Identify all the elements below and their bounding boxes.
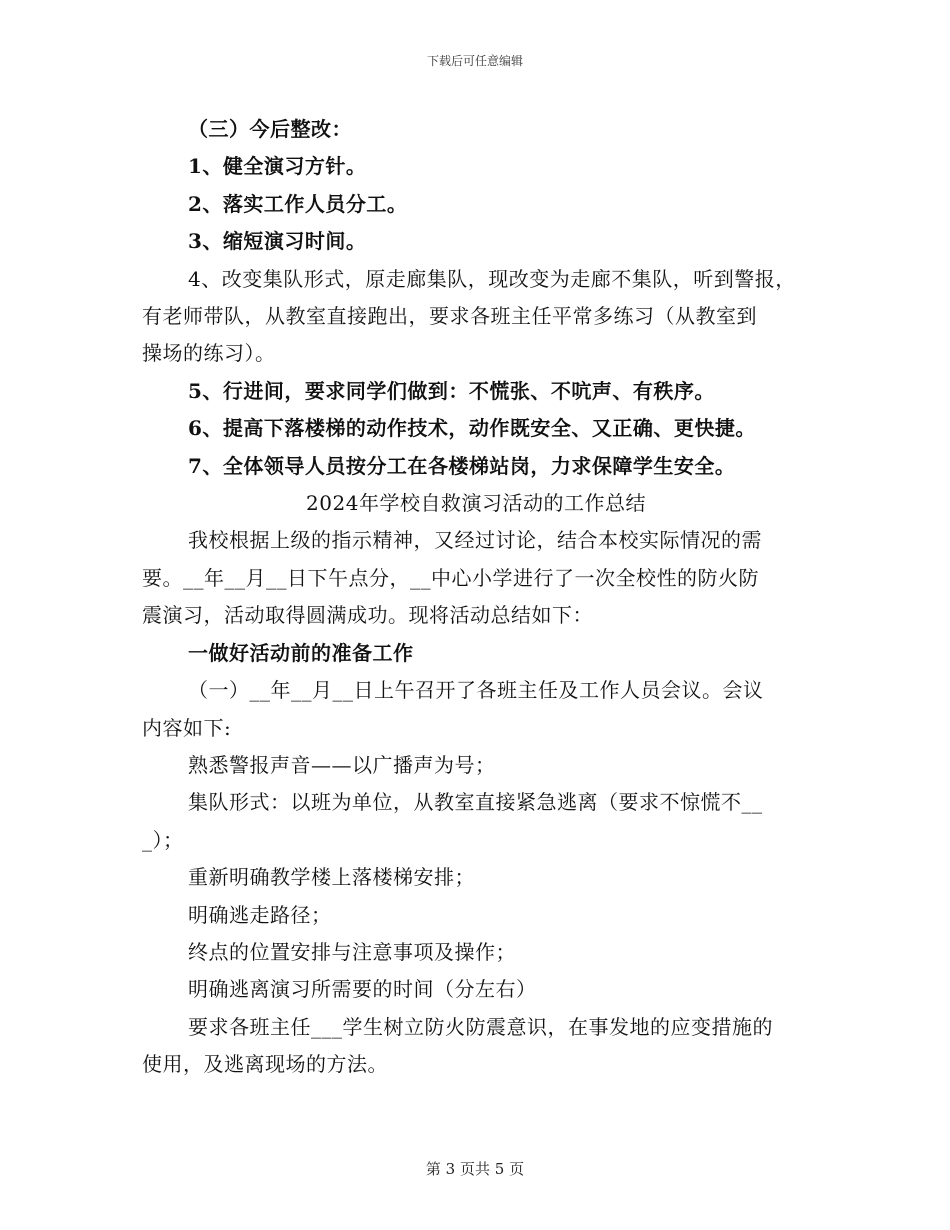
text-line: 明确逃走路径； bbox=[188, 902, 332, 927]
text-line: 2、落实工作人员分工。 bbox=[188, 191, 408, 216]
page-header: 下载后可任意编辑 bbox=[426, 54, 523, 68]
page-footer: 第 3 页共 5 页 bbox=[425, 1160, 525, 1178]
text-line: 明确逃离演习所需要的时间（分左右） bbox=[188, 977, 537, 1002]
text-line: 要。__年__月__日下午点分，__中心小学进行了一次全校性的防火防 bbox=[142, 565, 759, 590]
text-line: 使用，及逃离现场的方法。 bbox=[142, 1052, 388, 1077]
text-line: 一做好活动前的准备工作 bbox=[188, 640, 414, 665]
text-line: 1、健全演习方针。 bbox=[188, 154, 367, 179]
text-line: （一）__年__月__日上午召开了各班主任及工作人员会议。会议 bbox=[188, 678, 764, 703]
text-line: 4、改变集队形式，原走廊集队，现改变为走廊不集队，听到警报， bbox=[188, 266, 796, 291]
text-line: （三）今后整改： bbox=[188, 117, 352, 141]
text-line: 内容如下: bbox=[142, 715, 232, 740]
text-line: 有老师带队，从教室直接跑出，要求各班主任平常多练习（从教室到 bbox=[142, 304, 757, 329]
text-line: 集队形式：以班为单位，从教室直接紧急逃离（要求不惊慌不__ bbox=[188, 790, 763, 815]
text-line: _）； bbox=[142, 827, 184, 852]
text-line: 2024年学校自救演习活动的工作总结 bbox=[306, 491, 646, 516]
text-line: 熟悉警报声音——以广播声为号； bbox=[188, 752, 496, 777]
text-line: 终点的位置安排与注意事项及操作； bbox=[188, 939, 516, 964]
document-body bbox=[142, 111, 810, 1084]
text-line: 5、行进间，要求同学们做到：不慌张、不吭声、有秩序。 bbox=[188, 378, 715, 403]
text-line: 要求各班主任___学生树立防火防震意识，在事发地的应变措施的 bbox=[188, 1014, 773, 1039]
text-line: 重新明确教学楼上落楼梯安排； bbox=[188, 865, 475, 890]
text-line: 震演习，活动取得圆满成功。现将活动总结如下： bbox=[142, 603, 593, 628]
text-line: 我校根据上级的指示精神，又经过讨论，结合本校实际情况的需 bbox=[188, 528, 762, 553]
text-line: 7、全体领导人员按分工在各楼梯站岗，力求保障学生安全。 bbox=[188, 453, 736, 478]
text-line: 6、提高下落楼梯的动作技术，动作既安全、又正确、更快捷。 bbox=[188, 416, 756, 441]
text-line: 操场的练习）。 bbox=[142, 341, 276, 366]
text-line: 3、缩短演习时间。 bbox=[188, 229, 367, 254]
